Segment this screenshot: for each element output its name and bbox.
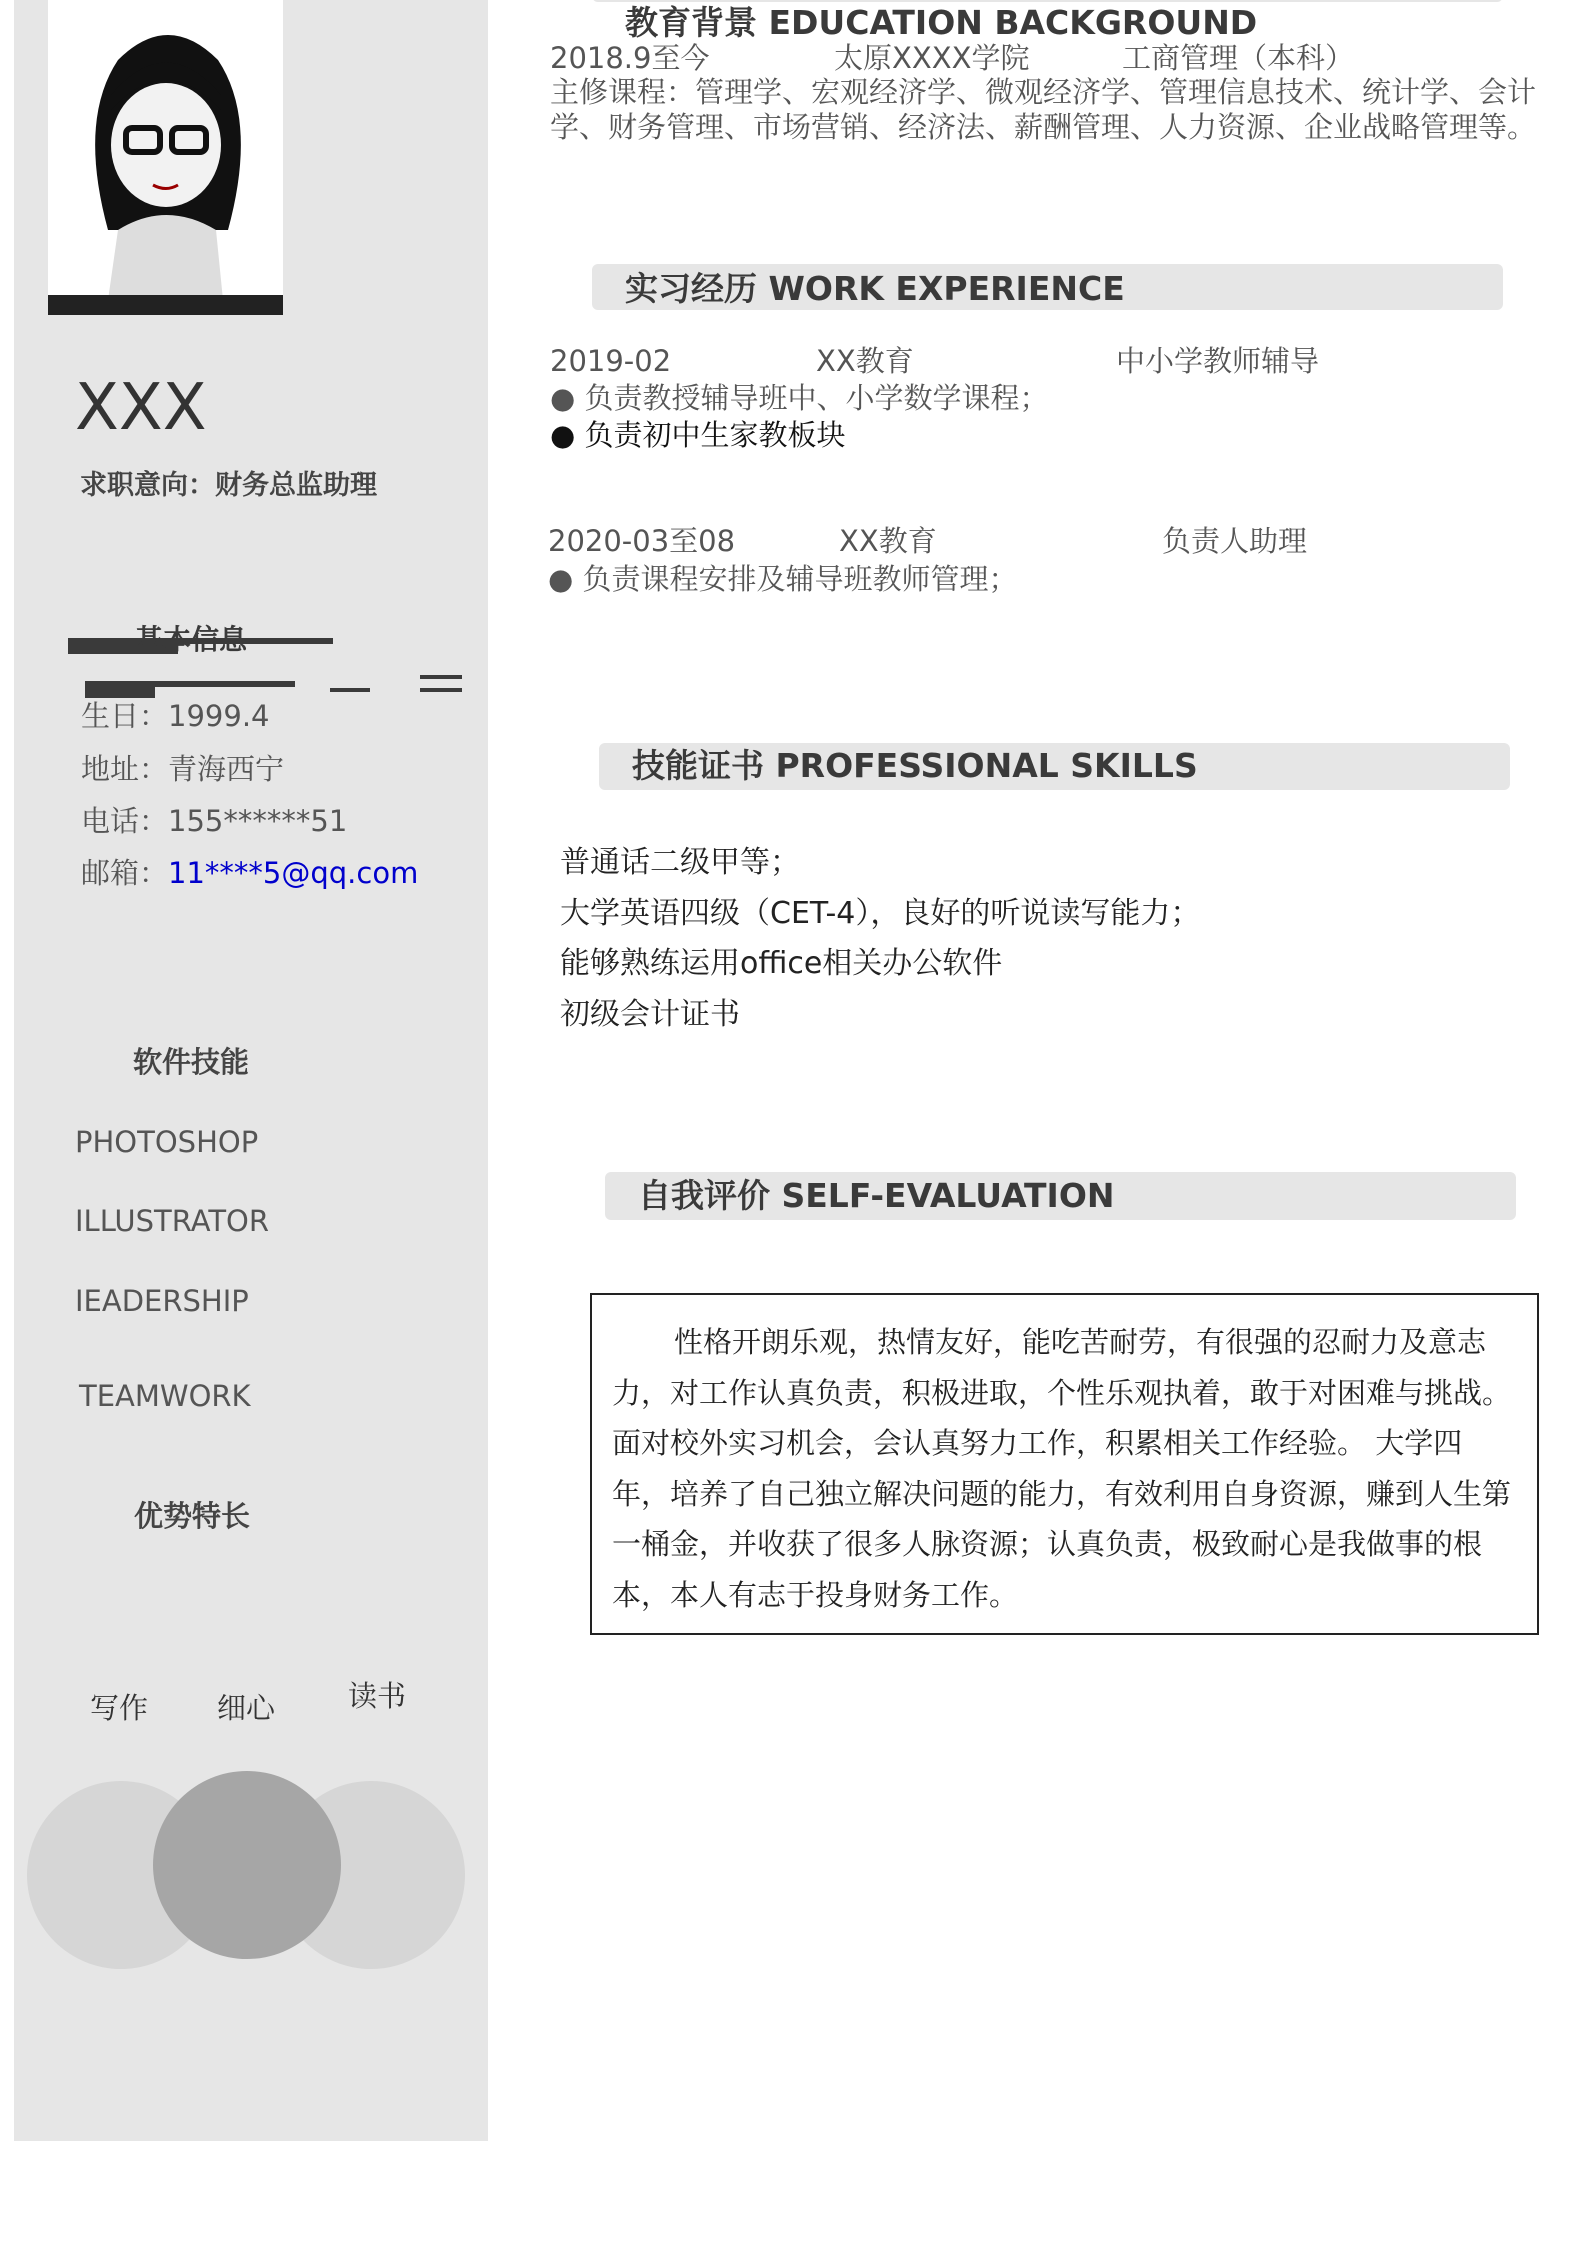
- software-item: IEADERSHIP: [75, 1284, 249, 1318]
- job-period: 2020-03至08: [548, 524, 736, 558]
- strength-item: 写作: [90, 1691, 149, 1725]
- section-bar: [592, 0, 1503, 2]
- divider: [420, 675, 462, 679]
- edu-period: 2018.9至今: [550, 41, 710, 75]
- skills-title: 技能证书 PROFESSIONAL SKILLS: [632, 746, 1198, 785]
- software-title: 软件技能: [133, 1045, 250, 1079]
- education-title: 教育背景 EDUCATION BACKGROUND: [625, 3, 1258, 42]
- job-org: XX教育: [839, 524, 937, 558]
- skill-item: 大学英语四级（CET-4），良好的听说读写能力；: [560, 896, 1201, 931]
- divider: [420, 688, 462, 692]
- divider: [330, 688, 370, 692]
- job-period: 2019-02: [550, 344, 672, 378]
- job-bullet: ● 负责教授辅导班中、小学数学课程；: [550, 381, 1049, 415]
- value: 1999.4: [168, 699, 270, 733]
- profile-photo: [48, 0, 283, 315]
- label: 生日：: [81, 699, 169, 733]
- software-item: ILLUSTRATOR: [75, 1204, 270, 1238]
- info-phone: [81, 801, 347, 841]
- edu-major: 工商管理（本科）: [1122, 41, 1355, 75]
- value: 155******51: [168, 804, 348, 838]
- edu-courses: 学、财务管理、市场营销、经济法、薪酬管理、人力资源、企业战略管理等。: [550, 110, 1537, 144]
- job-org: XX教育: [816, 344, 914, 378]
- label: 电话：: [81, 804, 169, 838]
- skill-item: 普通话二级甲等；: [560, 845, 800, 880]
- info-birthday: [81, 696, 270, 736]
- job-bullet: ● 负责课程安排及辅导班教师管理；: [548, 562, 1018, 596]
- software-item: PHOTOSHOP: [75, 1125, 259, 1159]
- job-objective: 求职意向：财务总监助理: [80, 470, 377, 501]
- strength-item: 读书: [348, 1679, 407, 1713]
- work-title: 实习经历 WORK EXPERIENCE: [625, 269, 1125, 308]
- job-bullet: ● 负责初中生家教板块: [550, 418, 846, 452]
- job-role: 负责人助理: [1162, 524, 1308, 558]
- edu-school: 太原XXXX学院: [834, 41, 1030, 75]
- label: 邮箱：: [81, 856, 169, 890]
- strengths-title: 优势特长: [134, 1499, 251, 1533]
- self-eval-text: 性格开朗乐观，热情友好，能吃苦耐劳，有很强的忍耐力及意志力，对工作认真负责，积极进取，个性乐观执着，敢于对困难与挑战。面对校外实习机会，会认真努力工作，积累相关工作经验。 大学四年，培养了自己独立解决问题的能力，有效利用自身资源，赚到人生第一桶金，并收获了很多人脉资源；认真负责，极致耐心是我做事的根本，本人有志于投身财务工作。: [612, 1325, 1512, 1612]
- skill-item: 能够熟练运用office相关办公软件: [560, 946, 1003, 981]
- job-role: 中小学教师辅导: [1116, 344, 1320, 378]
- basic-info-title: 基本信息: [135, 623, 248, 656]
- skill-item: 初级会计证书: [560, 997, 740, 1032]
- value: 青海西宁: [168, 752, 285, 786]
- software-item: TEAMWORK: [79, 1379, 251, 1413]
- email-link[interactable]: 11****5@qq.com: [168, 856, 419, 890]
- edu-courses: 主修课程：管理学、宏观经济学、微观经济学、管理信息技术、统计学、会计: [550, 75, 1537, 109]
- info-address: [81, 749, 284, 789]
- info-email: [81, 853, 418, 893]
- candidate-name: XXX: [75, 371, 207, 445]
- strength-item: 细心: [217, 1691, 276, 1725]
- strength-circle: [153, 1771, 341, 1959]
- self-eval-title: 自我评价 SELF-EVALUATION: [638, 1176, 1115, 1215]
- label: 地址：: [81, 752, 169, 786]
- self-eval-box: [590, 1293, 1539, 1635]
